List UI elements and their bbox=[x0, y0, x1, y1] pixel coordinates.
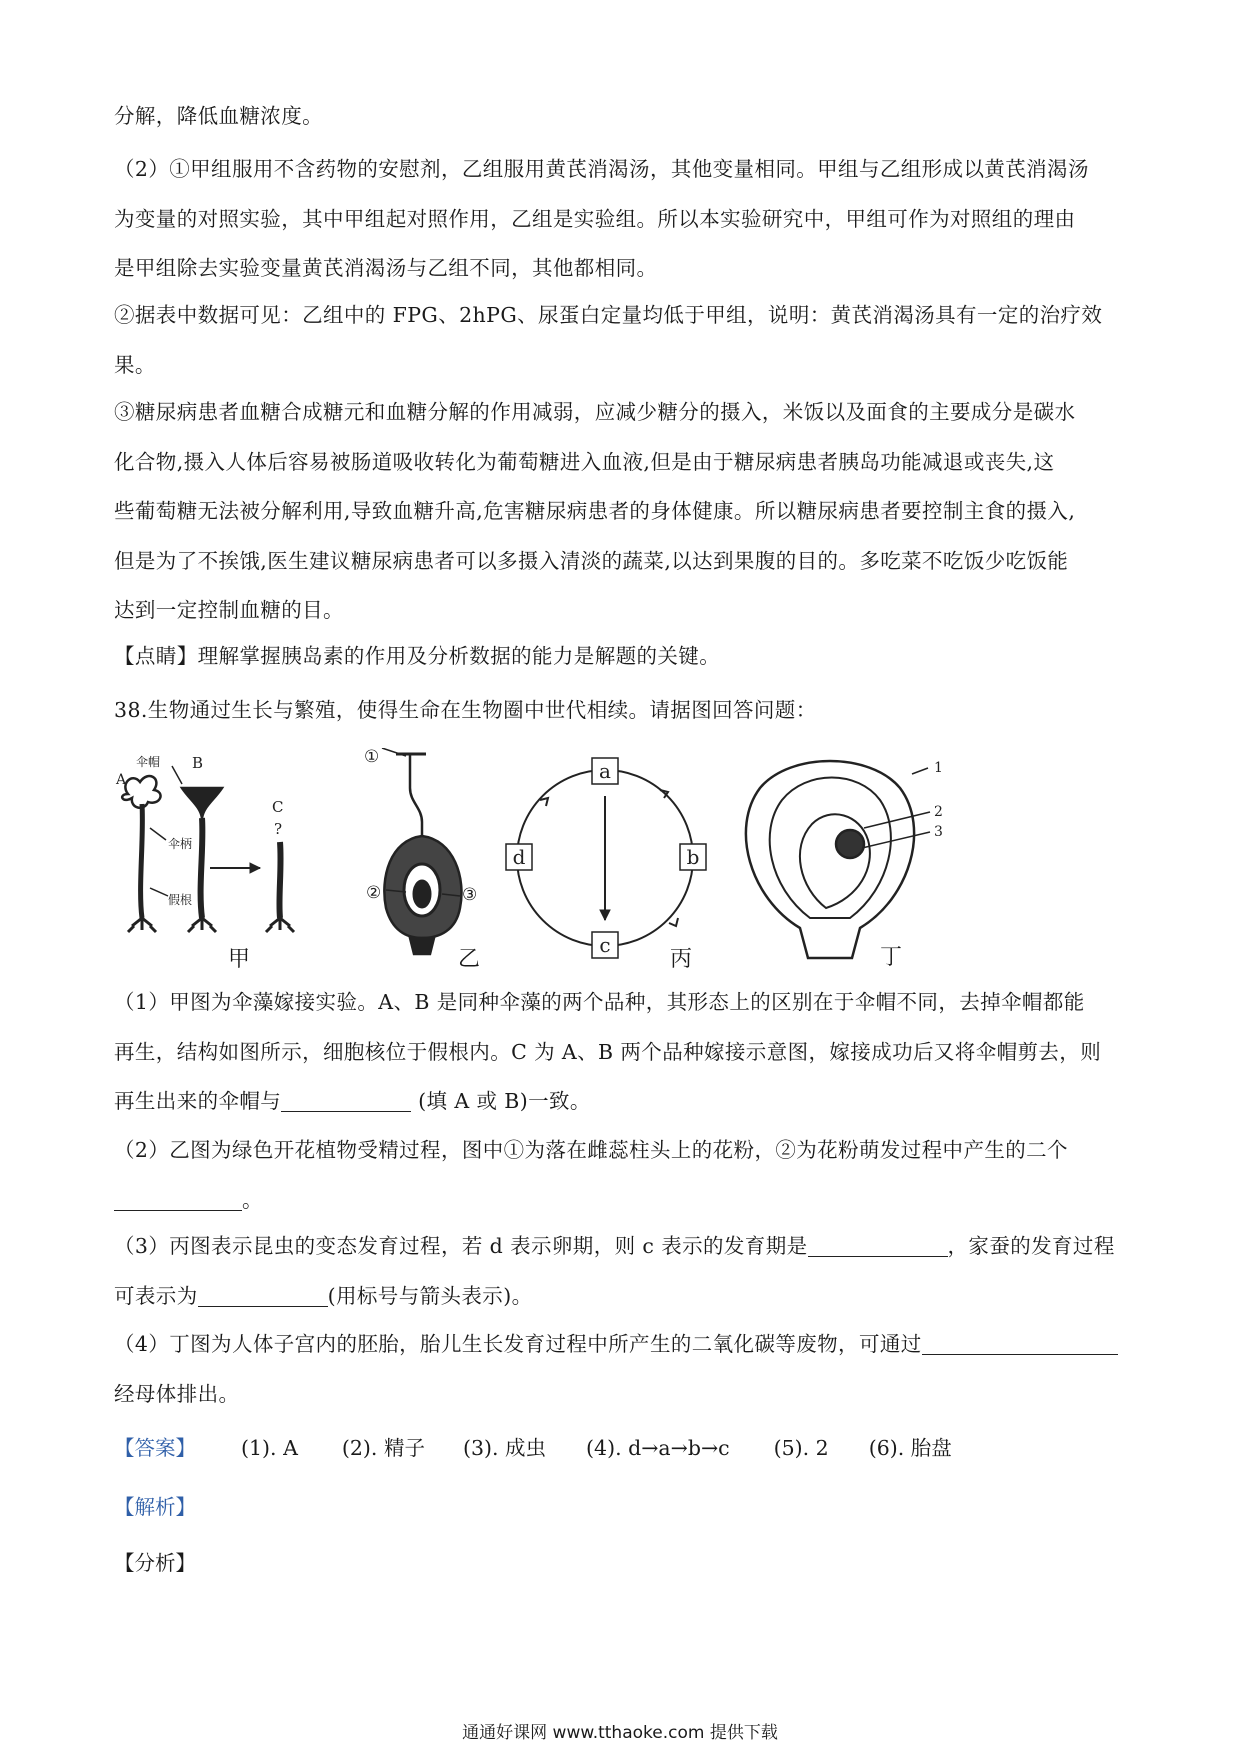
text-line: 但是为了不挨饿,医生建议糖尿病患者可以多摄入清淡的蔬菜,以达到果腹的目的。多吃菜不吃饭少吃饭能 bbox=[114, 548, 1069, 573]
algae-c-stalk bbox=[279, 842, 280, 918]
paragraph-dianjing bbox=[114, 632, 1134, 682]
text-line bbox=[114, 1320, 1134, 1370]
jia-label-c: C bbox=[272, 798, 284, 816]
uterus-inner bbox=[770, 778, 891, 919]
text-segment: (填 A 或 B)一致。 bbox=[411, 1089, 591, 1113]
jia-label-stalk: 伞柄 bbox=[168, 837, 193, 851]
yi-label-2: ② bbox=[366, 883, 382, 903]
text-line: 是甲组除去实验变量黄芪消渴汤与乙组不同，其他都相同。 bbox=[114, 256, 658, 280]
text-line: 再生，结构如图所示，细胞核位于假根内。C 为 A、B 两个品种嫁接示意图，嫁接成功后又将伞帽剪去，则 bbox=[114, 1039, 1102, 1064]
text-segment: ，家蚕的发育过程 bbox=[947, 1234, 1115, 1258]
ding-label-3: 3 bbox=[934, 824, 943, 840]
jia-label-b: B bbox=[192, 754, 204, 772]
text-line: （2）①甲组服用不含药物的安慰剂，乙组服用黄芪消渴汤，其他变量相同。甲组与乙组形成以黄芪消渴汤 bbox=[114, 157, 1089, 181]
text-line: 【点睛】理解掌握胰岛素的作用及分析数据的能力是解题的关键。 bbox=[114, 644, 721, 668]
text-line bbox=[114, 1077, 1134, 1127]
question-38-1 bbox=[114, 978, 1134, 1127]
question-38-stem bbox=[114, 686, 1134, 736]
algae-b-cap bbox=[182, 788, 222, 818]
text-line: （2）乙图为绿色开花植物受精过程，图中①为落在雌蕊柱头上的花粉，②为花粉萌发过程中产生的二个 bbox=[114, 1138, 1068, 1162]
text-segment: （3）丙图表示昆虫的变态发育过程，若 d 表示卵期，则 c 表示的发育期是 bbox=[114, 1234, 808, 1258]
yi-label-3: ③ bbox=[462, 885, 478, 905]
answer-item-1: (1). A bbox=[241, 1436, 298, 1460]
algae-a-stalk bbox=[141, 804, 143, 918]
panel-label-bing: 丙 bbox=[670, 947, 693, 972]
text-segment: 。 bbox=[242, 1187, 263, 1212]
answer-blank-5[interactable] bbox=[922, 1332, 1118, 1355]
text-line: （1）甲图为伞藻嫁接实验。A、B 是同种伞藻的两个品种，其形态上的区别在于伞帽不同，去掉伞帽都能 bbox=[114, 990, 1085, 1014]
algae-b-rhizoid bbox=[188, 918, 216, 932]
text-segment: （4）丁图为人体子宫内的胚胎，胎儿生长发育过程中所产生的二氧化碳等废物，可通过 bbox=[114, 1332, 922, 1356]
node-d-label: d bbox=[512, 845, 526, 869]
paragraph-p1 bbox=[114, 145, 1134, 294]
text-line: ③糖尿病患者血糖合成糖元和血糖分解的作用减弱，应减少糖分的摄入，米饭以及面食的主要成分是碳水 bbox=[114, 400, 1076, 424]
algae-a-cap bbox=[122, 776, 160, 808]
pistil-style bbox=[410, 754, 422, 836]
question-38-2 bbox=[114, 1126, 1134, 1225]
answer-item-6: (6). 胎盘 bbox=[868, 1436, 952, 1460]
text-segment: 可表示为 bbox=[114, 1283, 198, 1308]
jia-label-a: A bbox=[116, 772, 127, 788]
panel-label-ding: 丁 bbox=[880, 945, 903, 970]
text-segment: 再生出来的伞帽与 bbox=[114, 1089, 282, 1113]
answer-item-4: (4). d→a→b→c bbox=[586, 1436, 730, 1460]
text-line: 为变量的对照实验，其中甲组起对照作用，乙组是实验组。所以本实验研究中，甲组可作为对照组的理由 bbox=[114, 206, 1076, 231]
answer-row bbox=[114, 1428, 1134, 1468]
answer-blank-2[interactable] bbox=[114, 1188, 242, 1211]
receptacle bbox=[410, 938, 434, 954]
text-line: 达到一定控制血糖的目。 bbox=[114, 598, 344, 622]
ding-label-1: 1 bbox=[934, 760, 943, 776]
fenxi-heading: 【分析】 bbox=[114, 1551, 196, 1575]
node-a-label: a bbox=[599, 759, 611, 783]
question-38-4 bbox=[114, 1320, 1134, 1419]
paragraph-p2 bbox=[114, 291, 1134, 390]
text-line bbox=[114, 1176, 1134, 1226]
answer-blank-1[interactable] bbox=[281, 1089, 411, 1112]
answer-blank-3[interactable] bbox=[808, 1234, 948, 1257]
jia-label-rhizoid: 假根 bbox=[168, 893, 193, 907]
algae-c-rhizoid bbox=[266, 918, 294, 932]
algae-b-stalk bbox=[201, 818, 203, 918]
biology-figure bbox=[110, 748, 1010, 978]
text-line: 经母体排出。 bbox=[114, 1381, 240, 1406]
paragraph-p0 bbox=[114, 92, 1134, 142]
text-line bbox=[114, 1272, 1134, 1322]
ding-label-2: 2 bbox=[934, 804, 943, 820]
answer-blank-4[interactable] bbox=[198, 1284, 328, 1307]
jia-label-q: ? bbox=[274, 820, 283, 838]
text-line bbox=[114, 1222, 1134, 1272]
placenta bbox=[836, 830, 864, 858]
fetus bbox=[800, 814, 870, 908]
text-line: 38.生物通过生长与繁殖，使得生命在生物圈中世代相续。请据图回答问题： bbox=[114, 698, 817, 722]
answer-item-3: (3). 成虫 bbox=[462, 1436, 547, 1460]
text-line: 分解，降低血糖浓度。 bbox=[114, 104, 323, 128]
panel-label-yi: 乙 bbox=[458, 947, 481, 972]
answer-item-5: (5). 2 bbox=[773, 1436, 829, 1460]
text-segment: (用标号与箭头表示)。 bbox=[327, 1283, 533, 1308]
algae-a-rhizoid bbox=[128, 918, 156, 932]
analysis-heading: 【解析】 bbox=[114, 1495, 196, 1519]
jia-label-cap: 伞帽 bbox=[136, 755, 161, 769]
paragraph-p3 bbox=[114, 388, 1134, 636]
question-38-3 bbox=[114, 1222, 1134, 1321]
answer-tag: 【答案】 bbox=[114, 1436, 196, 1460]
answer-item-2: (2). 精子 bbox=[341, 1436, 425, 1460]
text-line: 果。 bbox=[114, 352, 156, 377]
text-line: ②据表中数据可见：乙组中的 FPG、2hPG、尿蛋白定量均低于甲组，说明：黄芪消渴汤具有一定的治疗效 bbox=[114, 303, 1103, 327]
node-c-label: c bbox=[599, 933, 611, 957]
text-line: 化合物,摄入人体后容易被肠道吸收转化为葡萄糖进入血液,但是由于糖尿病患者胰岛功能减退或丧失,这 bbox=[114, 449, 1055, 474]
panel-label-jia: 甲 bbox=[228, 947, 251, 972]
text-line: 些葡萄糖无法被分解利用,导致血糖升高,危害糖尿病患者的身体健康。所以糖尿病患者要控制主食的摄入, bbox=[114, 499, 1076, 523]
node-b-label: b bbox=[686, 845, 700, 869]
page-footer: 通通好课网 www.tthaoke.com 提供下载 bbox=[462, 1723, 778, 1743]
yi-label-1: ① bbox=[364, 748, 380, 767]
